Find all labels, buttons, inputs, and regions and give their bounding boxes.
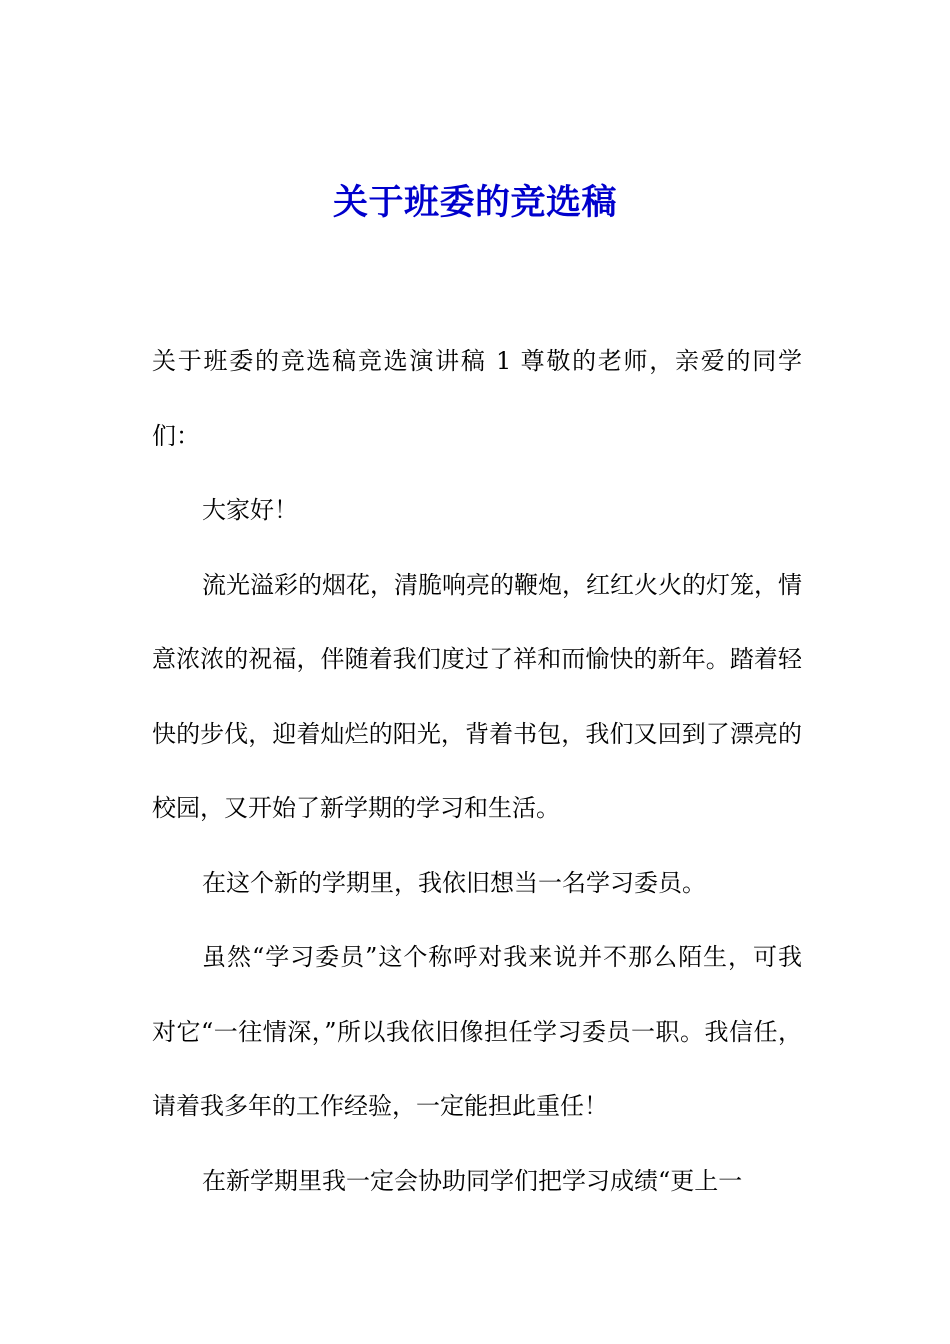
document-title: 关于班委的竞选稿 [332,182,617,223]
paragraph-new-year: 流光溢彩的烟花，清脆响亮的鞭炮，红红火火的灯笼，情意浓浓的祝福，伴随着我们度过了祥和而愉快的新年。踏着轻快的步伐，迎着灿烂的阳光，背着书包，我们又回到了漂亮的校园，又开始了新学期的学习和生活。 [152,570,802,822]
paragraph-experience: 虽然“学习委员”这个称呼对我来说并不那么陌生，可我对它“一往情深，”所以我依旧像担任学习委员一职。我信任，请着我多年的工作经验，一定能担此重任！ [152,943,802,1120]
paragraph-intention: 在这个新的学期里，我依旧想当一名学习委员。 [202,868,706,897]
paragraph-greeting: 大家好！ [202,496,298,524]
paragraph-plan: 在新学期里我一定会协助同学们把学习成绩“更上一 [202,1166,743,1195]
document-body [152,324,802,1218]
paragraph-salutation: 关于班委的竞选稿竞选演讲稿 1 尊敬的老师，亲爱的同学们： [152,347,802,450]
